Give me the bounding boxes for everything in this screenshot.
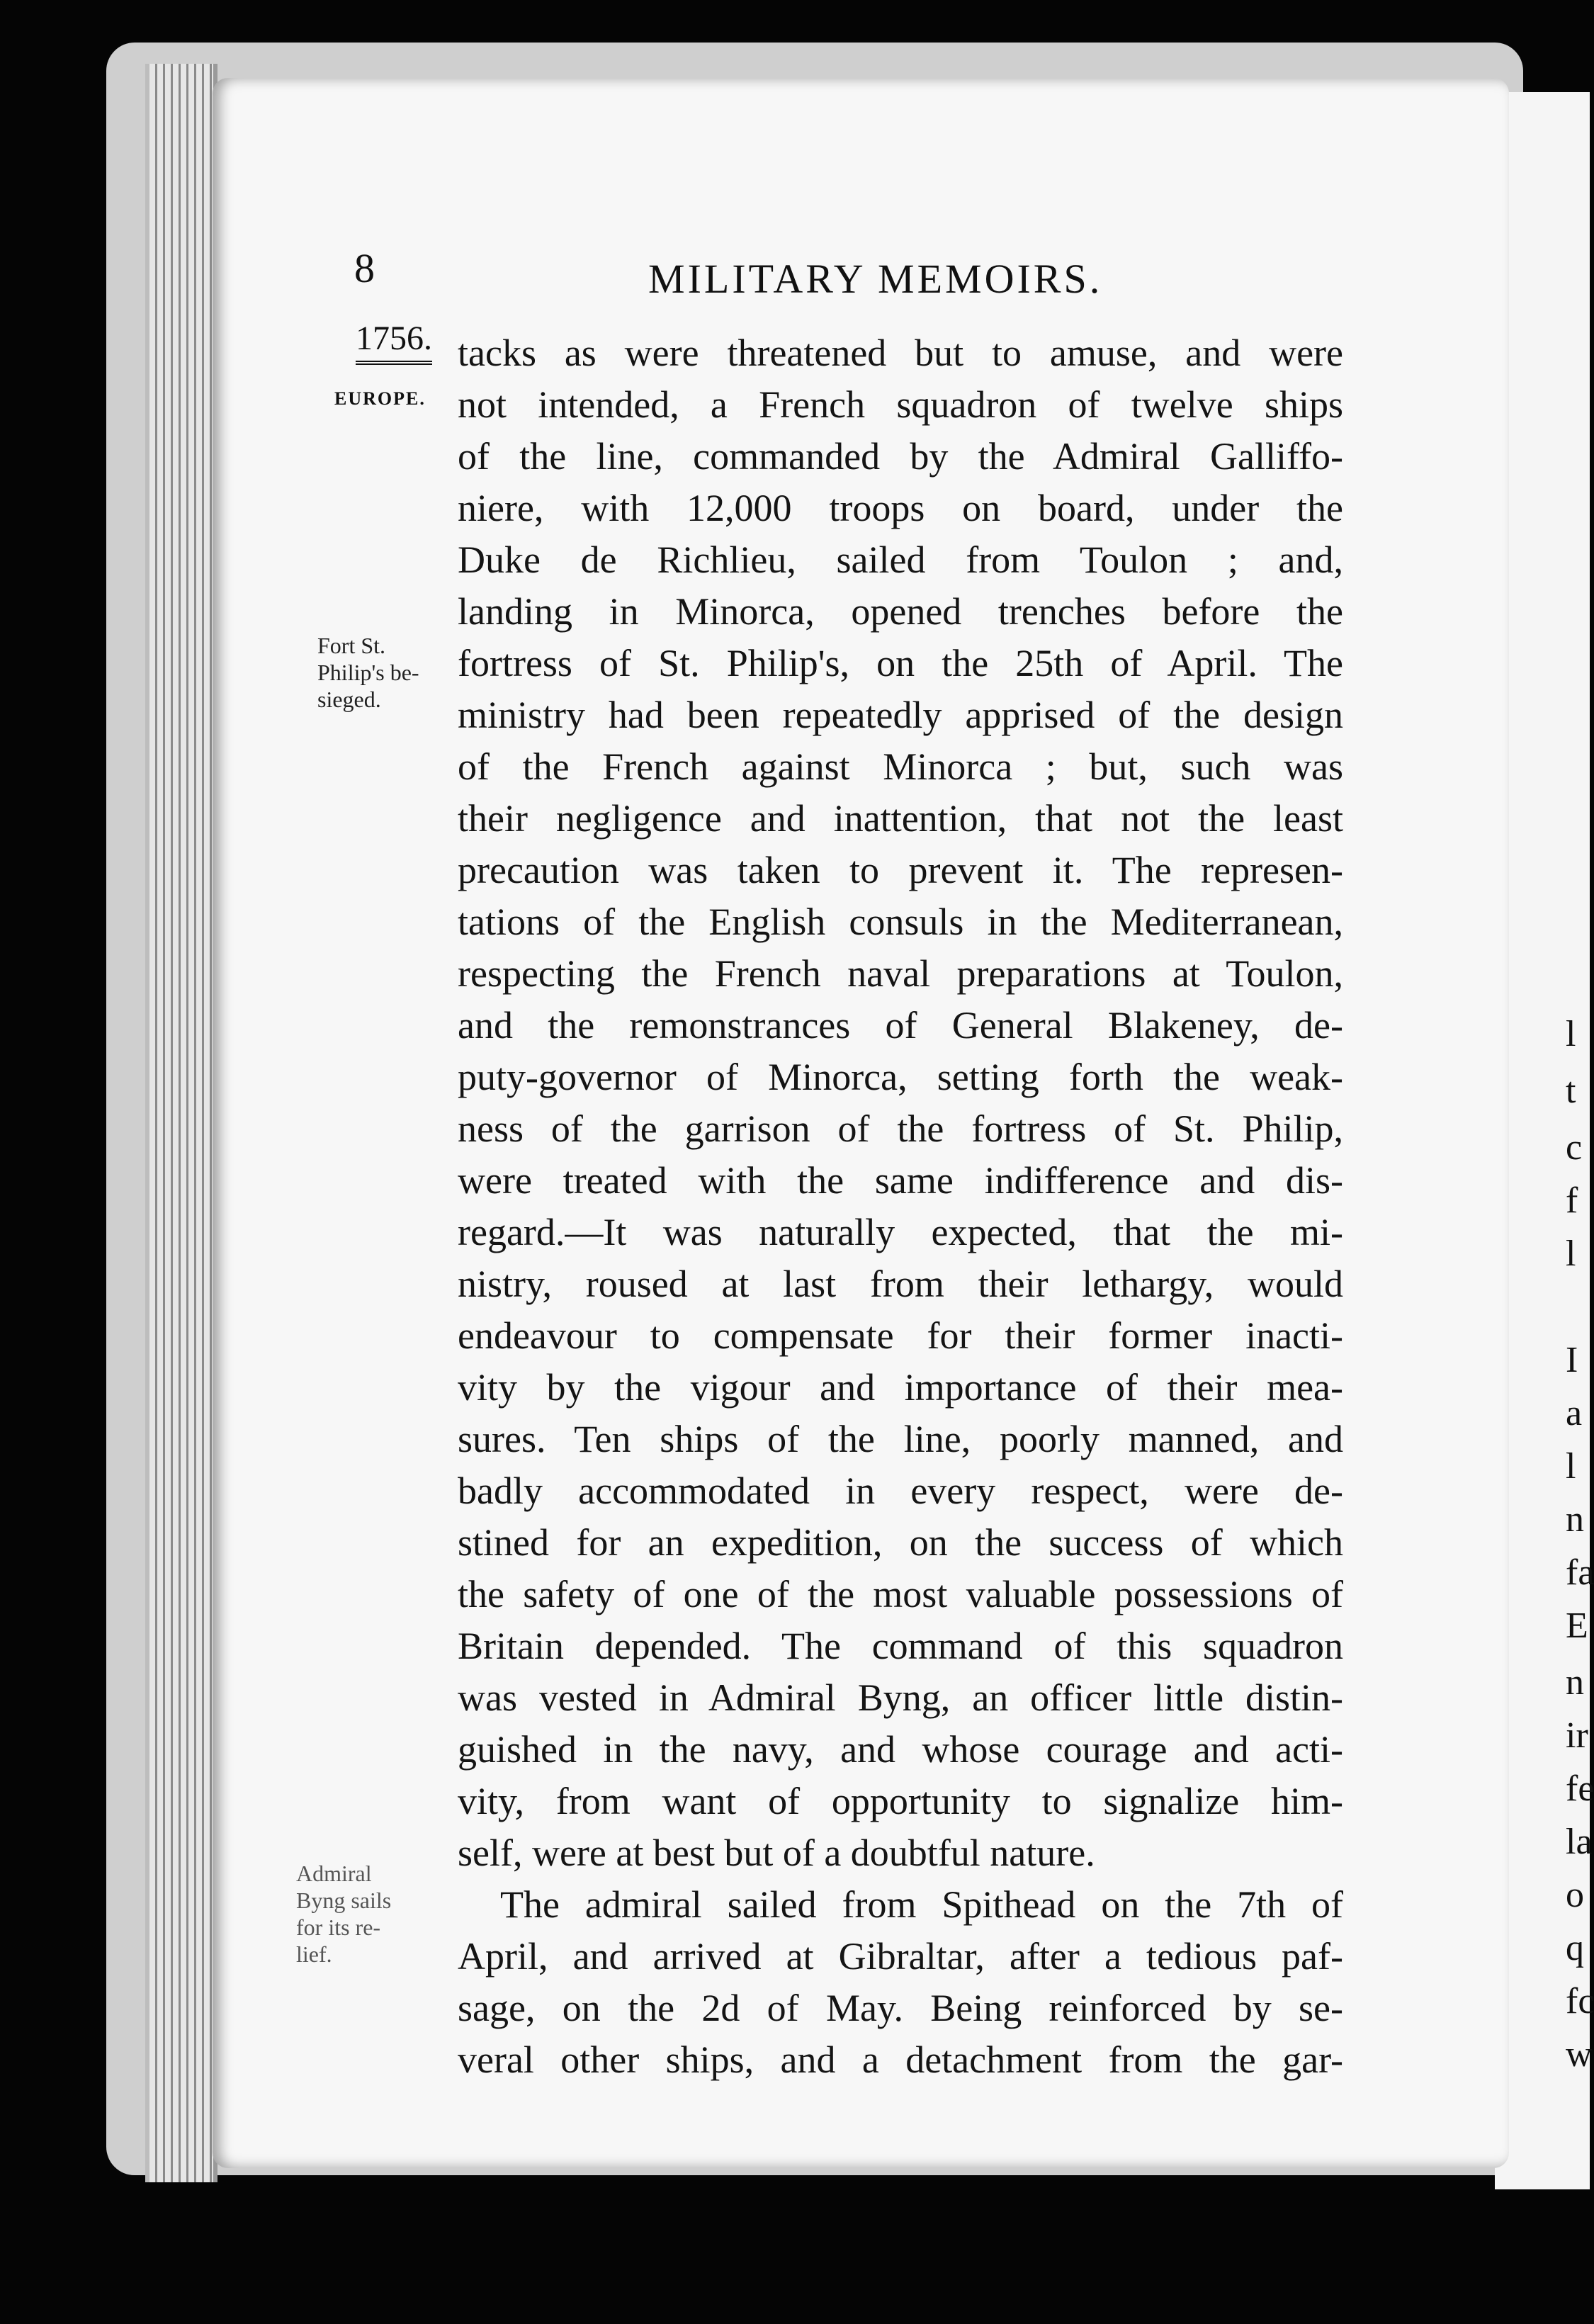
facing-fragment: f bbox=[1566, 1180, 1578, 1221]
facing-fragment: w bbox=[1566, 2034, 1593, 2075]
running-head: MILITARY MEMOIRS. bbox=[648, 256, 1103, 302]
page-edges bbox=[145, 64, 217, 2182]
text-line: Duke de Richlieu, sailed from Toulon ; and, bbox=[458, 538, 1343, 581]
text-line: The admiral sailed from Spithead on the 7th of bbox=[500, 1883, 1343, 1926]
text-line: fortress of St. Philip's, on the 25th of April. The bbox=[458, 642, 1343, 684]
text-line: ministry had been repeatedly apprised of the design bbox=[458, 694, 1343, 736]
text-line: niere, with 12,000 troops on board, under the bbox=[458, 487, 1343, 529]
facing-fragment: t bbox=[1566, 1071, 1576, 1111]
text-line: sures. Ten ships of the line, poorly manned, and bbox=[458, 1418, 1343, 1460]
text-line: tacks as were threatened but to amuse, and were bbox=[458, 332, 1343, 374]
facing-fragment: fc bbox=[1566, 1981, 1594, 2021]
text-line: respecting the French naval preparations at Toulon, bbox=[458, 952, 1343, 995]
text-line: precaution was taken to prevent it. The represen- bbox=[458, 849, 1343, 891]
text-line: Britain depended. The command of this squadron bbox=[458, 1625, 1343, 1667]
facing-fragment: n bbox=[1566, 1499, 1584, 1540]
facing-fragment: fe bbox=[1566, 1769, 1594, 1809]
facing-fragment: fa bbox=[1566, 1552, 1594, 1593]
page-number: 8 bbox=[354, 245, 375, 291]
facing-fragment: I bbox=[1566, 1340, 1578, 1380]
text-line: April, and arrived at Gibraltar, after a tedious paf- bbox=[458, 1935, 1343, 1978]
text-line: guished in the navy, and whose courage and acti- bbox=[458, 1728, 1343, 1771]
facing-fragment: a bbox=[1566, 1393, 1583, 1433]
facing-fragment: E bbox=[1566, 1606, 1588, 1646]
text-line: regard.—It was naturally expected, that the mi- bbox=[458, 1211, 1343, 1253]
text-line: not intended, a French squadron of twelve ships bbox=[458, 383, 1343, 426]
text-line: nistry, roused at last from their lethargy, would bbox=[458, 1263, 1343, 1305]
facing-fragment: n bbox=[1566, 1662, 1584, 1703]
facing-fragment: la bbox=[1566, 1822, 1593, 1862]
facing-fragment: l bbox=[1566, 1234, 1576, 1274]
margin-year: 1756. bbox=[356, 319, 432, 365]
facing-fragment: ir bbox=[1566, 1715, 1588, 1756]
margin-note-fort-besieged: Fort St. Philip's be- sieged. bbox=[317, 633, 419, 712]
text-line: ness of the garrison of the fortress of St. Philip, bbox=[458, 1107, 1343, 1150]
text-line: endeavour to compensate for their former inacti- bbox=[458, 1314, 1343, 1357]
text-line: tations of the English consuls in the Mediterranean, bbox=[458, 901, 1343, 943]
text-line: and the remonstrances of General Blakeney, de- bbox=[458, 1004, 1343, 1047]
text-line: of the French against Minorca ; but, such was bbox=[458, 745, 1343, 788]
text-line: vity, from want of opportunity to signalize him- bbox=[458, 1780, 1343, 1822]
margin-region: EUROPE. bbox=[334, 388, 426, 409]
facing-fragment: l bbox=[1566, 1014, 1576, 1054]
text-line: were treated with the same indifference and dis- bbox=[458, 1159, 1343, 1202]
facing-fragment: c bbox=[1566, 1127, 1583, 1168]
facing-fragment: o bbox=[1566, 1875, 1584, 1915]
text-line: vity by the vigour and importance of their mea- bbox=[458, 1366, 1343, 1409]
text-line: self, were at best but of a doubtful nature. bbox=[458, 1832, 1095, 1874]
text-line: of the line, commanded by the Admiral Galliffo- bbox=[458, 435, 1343, 478]
text-line: puty-governor of Minorca, setting forth the weak- bbox=[458, 1056, 1343, 1098]
text-line: stined for an expedition, on the success of which bbox=[458, 1521, 1343, 1564]
text-line: landing in Minorca, opened trenches before the bbox=[458, 590, 1343, 633]
text-line: badly accommodated in every respect, were de- bbox=[458, 1470, 1343, 1512]
text-line: sage, on the 2d of May. Being reinforced by se- bbox=[458, 1987, 1343, 2029]
text-line: the safety of one of the most valuable possessions of bbox=[458, 1573, 1343, 1615]
facing-fragment: l bbox=[1566, 1446, 1576, 1487]
body-text bbox=[458, 327, 1343, 2086]
facing-fragment: q bbox=[1566, 1928, 1584, 1968]
text-line: veral other ships, and a detachment from the gar- bbox=[458, 2038, 1343, 2081]
margin-note-byng-sails: Admiral Byng sails for its re- lief. bbox=[296, 1861, 392, 1967]
text-line: their negligence and inattention, that not the least bbox=[458, 797, 1343, 840]
text-line: was vested in Admiral Byng, an officer little distin- bbox=[458, 1676, 1343, 1719]
